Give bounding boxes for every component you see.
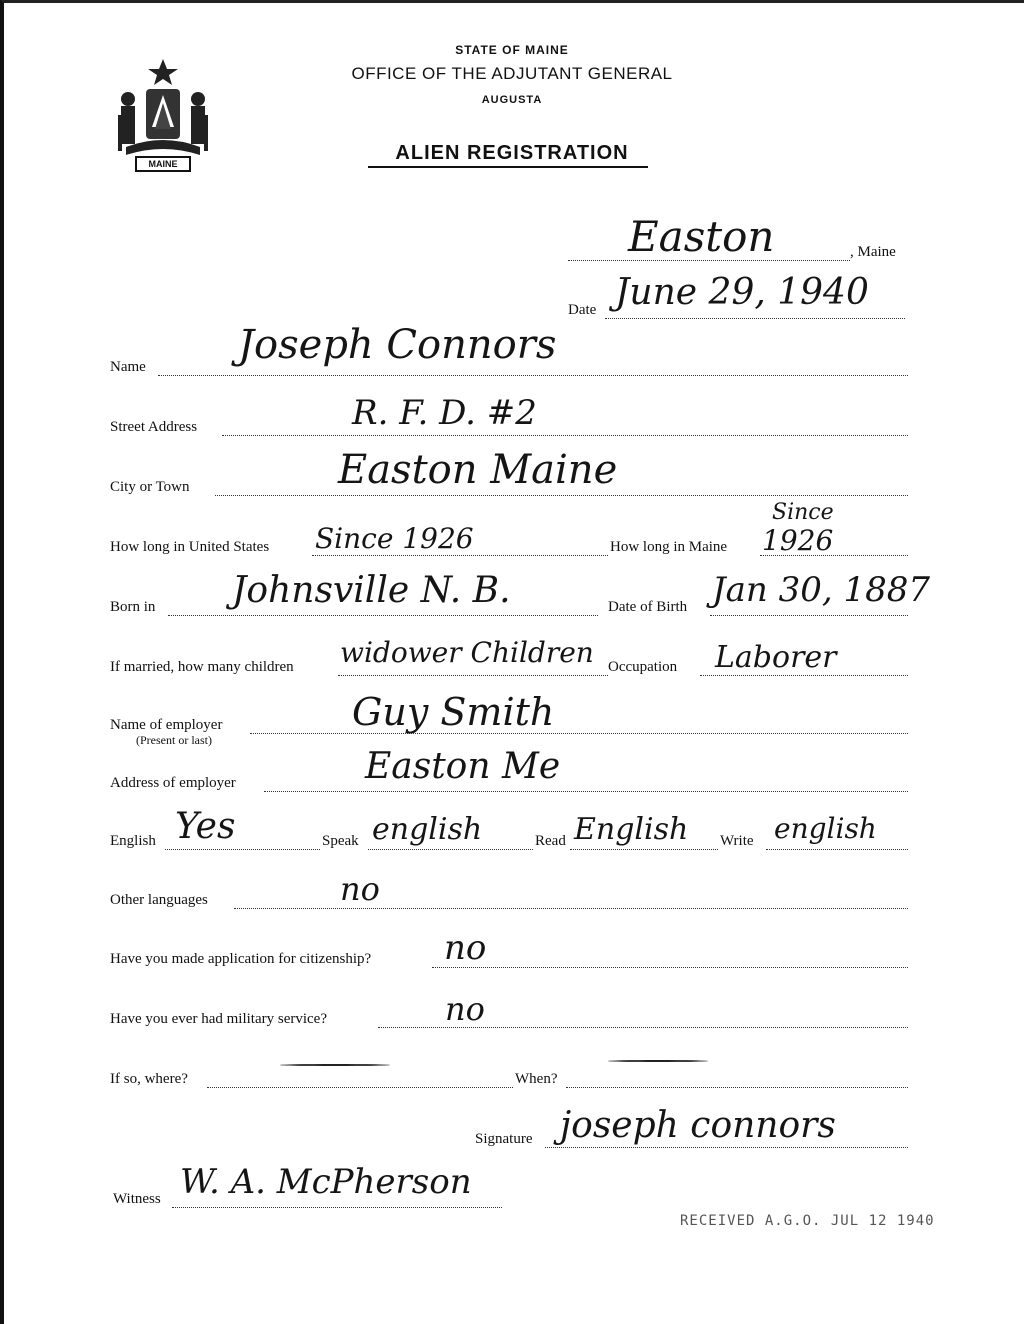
witness-line [172, 1207, 502, 1208]
born-in-label: Born in [110, 599, 156, 615]
when-line [566, 1087, 908, 1088]
date-of-birth-label: Date of Birth [608, 599, 688, 615]
employer-address-value: Easton Me [365, 746, 561, 787]
other-languages-label: Other languages [110, 892, 208, 908]
name-label: Name [110, 359, 146, 375]
employer-note: (Present or last) [136, 733, 212, 747]
citizenship-value: no [444, 928, 487, 968]
speak-line [368, 849, 533, 850]
speak-value: english [372, 812, 483, 847]
signature-value: joseph connors [560, 1105, 836, 1146]
received-stamp: RECEIVED A.G.O. JUL 12 1940 [680, 1213, 935, 1229]
signature-label: Signature [475, 1131, 533, 1147]
children-label: If married, how many children [110, 659, 294, 675]
date-of-birth-value: Jan 30, 1887 [712, 570, 931, 610]
where-dash [280, 1064, 390, 1066]
how-long-maine-year: 1926 [762, 524, 834, 557]
witness-label: Witness [113, 1191, 161, 1207]
office-heading: OFFICE OF THE ADJUTANT GENERAL [351, 64, 673, 83]
city-heading: AUGUSTA [481, 94, 543, 106]
when-dash [608, 1060, 708, 1062]
if-so-where-label: If so, where? [110, 1071, 188, 1087]
street-label: Street Address [110, 419, 198, 435]
when-label: When? [515, 1071, 558, 1087]
how-long-us-label: How long in United States [110, 539, 270, 555]
other-languages-line [234, 908, 908, 909]
employer-name-line [250, 733, 908, 734]
employer-name-label: Name of employer [110, 717, 223, 733]
speak-label: Speak [322, 833, 359, 849]
name-line [158, 375, 908, 376]
english-value: Yes [175, 806, 236, 847]
name-value: Joseph Connors [238, 322, 557, 368]
street-value: R. F. D. #2 [352, 393, 537, 433]
employer-address-label: Address of employer [110, 775, 236, 791]
title-underline [368, 166, 648, 168]
occupation-label: Occupation [608, 659, 678, 675]
occupation-value: Laborer [715, 640, 837, 675]
date-of-birth-line [710, 615, 908, 616]
english-line [165, 849, 320, 850]
signature-line [545, 1147, 908, 1148]
other-languages-value: no [340, 870, 380, 908]
occupation-line [700, 675, 908, 676]
city-town-value: Easton Maine [338, 447, 618, 493]
citizenship-label: Have you made application for citizenship? [110, 951, 372, 967]
city-town-label: City or Town [110, 479, 190, 495]
employer-address-line [264, 791, 908, 792]
how-long-maine-since: Since [772, 500, 834, 525]
how-long-us-value: Since 1926 [315, 522, 474, 555]
read-line [570, 849, 718, 850]
date-label: Date [568, 302, 597, 318]
children-line [338, 675, 608, 676]
write-line [766, 849, 908, 850]
born-in-value: Johnsville N. B. [232, 570, 511, 611]
military-value: no [445, 990, 485, 1028]
maine-label: , Maine [850, 244, 896, 260]
military-label: Have you ever had military service? [110, 1011, 327, 1027]
form-title: ALIEN REGISTRATION [395, 142, 629, 164]
employer-name-value: Guy Smith [352, 690, 555, 734]
read-value: English [574, 812, 689, 847]
state-heading: STATE OF MAINE [455, 43, 569, 57]
street-line [222, 435, 908, 436]
english-label: English [110, 833, 156, 849]
date-line [605, 318, 905, 319]
if-so-where-line [207, 1087, 513, 1088]
seal-banner-text: MAINE [148, 159, 178, 169]
date-value: June 29, 1940 [615, 272, 869, 313]
read-label: Read [535, 833, 566, 849]
write-value: english [774, 812, 877, 845]
write-label: Write [720, 833, 754, 849]
how-long-us-line [312, 555, 608, 556]
children-value: widower Children [340, 636, 594, 669]
how-long-maine-label: How long in Maine [610, 539, 728, 555]
city-town-line [215, 495, 908, 496]
born-in-line [168, 615, 598, 616]
citizenship-line [432, 967, 908, 968]
witness-value: W. A. McPherson [180, 1162, 472, 1202]
town-value: Easton [628, 212, 775, 261]
